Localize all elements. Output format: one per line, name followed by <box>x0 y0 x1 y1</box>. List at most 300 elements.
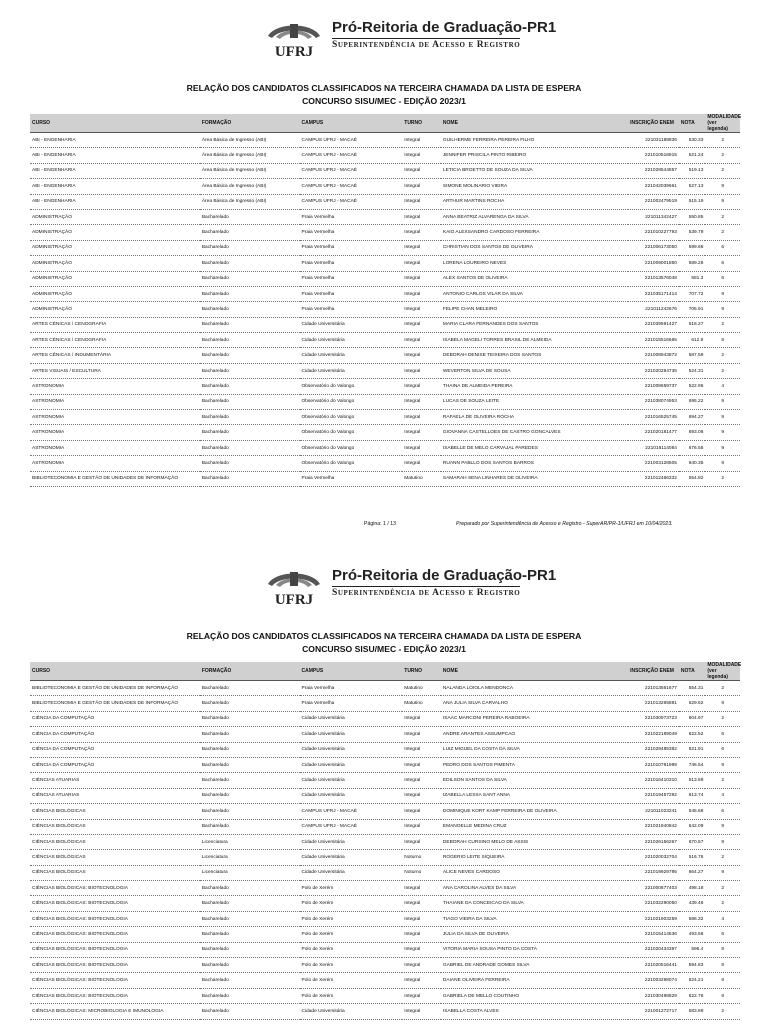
cell-curso: ABI - ENGENHARIA <box>30 179 200 194</box>
cell-turno: Integral <box>402 209 441 224</box>
cell-campus: Praia Vermelha <box>300 209 403 224</box>
cell-nome: ISABELLA COSTA ALVES <box>441 1004 628 1019</box>
cell-formacao: Bacharelado <box>200 348 300 363</box>
cell-formacao: Bacharelado <box>200 379 300 394</box>
cell-campus: Cidade Universitária <box>300 348 403 363</box>
cell-curso: CIÊNCIA DA COMPUTAÇÃO <box>30 711 200 726</box>
cell-turno: Integral <box>402 240 441 255</box>
cell-formacao: Bacharelado <box>200 681 300 696</box>
table-row <box>30 865 740 880</box>
table-row <box>30 333 740 348</box>
cell-nota: 642.09 <box>679 819 705 834</box>
logo-subtitle: Superintendência de Acesso e Registro <box>332 588 521 598</box>
cell-nome: MARIA CLARA FERNANDES DOS SANTOS <box>441 317 628 332</box>
cell-nome: GABRIEL DE ANDRADE GOMES SILVA <box>441 958 628 973</box>
cell-curso: ADMINISTRAÇÃO <box>30 240 200 255</box>
cell-formacao: Bacharelado <box>200 742 300 757</box>
cell-nota: 664.27 <box>679 865 705 880</box>
cell-modalidade: 6 <box>705 742 740 757</box>
cell-modalidade: 9 <box>705 757 740 772</box>
cell-inscricao: 221003298074 <box>628 973 679 988</box>
cell-formacao: Bacharelado <box>200 788 300 803</box>
cell-modalidade: 9 <box>705 286 740 301</box>
cell-campus: CAMPUS UFRJ - MACAÉ <box>300 194 403 209</box>
cell-inscricao: 221015414636 <box>628 927 679 942</box>
cell-nota: 515.19 <box>679 194 705 209</box>
table-row <box>30 133 740 148</box>
cell-turno: Integral <box>402 302 441 317</box>
cell-nota: 604.67 <box>679 711 705 726</box>
cell-formacao: Bacharelado <box>200 727 300 742</box>
cell-curso: ABI - ENGENHARIA <box>30 133 200 148</box>
cell-nota: 705.91 <box>679 302 705 317</box>
cell-campus: Cidade Universitária <box>300 773 403 788</box>
cell-inscricao: 221009001860 <box>628 256 679 271</box>
cell-curso: CIÊNCIAS BIOLÓGICAS: BIOTECNOLOGIA <box>30 927 200 942</box>
cell-inscricao: 221008659737 <box>628 379 679 394</box>
cell-nome: ANDRE ARANTES ASSUMPCAO <box>441 727 628 742</box>
cell-modalidade: 9 <box>705 696 740 711</box>
cell-campus: Praia Vermelha <box>300 271 403 286</box>
cell-inscricao: 221011342427 <box>628 209 679 224</box>
cell-nota: 524.31 <box>679 363 705 378</box>
table-row <box>30 742 740 757</box>
table-row <box>30 271 740 286</box>
cell-formacao: Área Básica de Ingresso (ABI) <box>200 194 300 209</box>
cell-campus: Praia Vermelha <box>300 696 403 711</box>
cell-curso: BIBLIOTECONOMIA E GESTÃO DE UNIDADES DE INFORMAÇÃO <box>30 696 200 711</box>
cell-campus: Observatório do Valongo <box>300 410 403 425</box>
cell-curso: CIÊNCIAS BIOLÓGICAS: BIOTECNOLOGIA <box>30 896 200 911</box>
cell-modalidade: 8 <box>705 333 740 348</box>
cell-modalidade: 6 <box>705 271 740 286</box>
cell-nota: 554.82 <box>679 471 705 486</box>
table-body <box>30 133 740 487</box>
cell-nota: 516.76 <box>679 850 705 865</box>
cell-turno: Integral <box>402 757 441 772</box>
table-row <box>30 819 740 834</box>
cell-modalidade: 2 <box>705 773 740 788</box>
candidates-table <box>30 662 740 1020</box>
logo-title: Pró-Reitoria de Graduação-PR1 <box>332 19 557 36</box>
cell-curso: CIÊNCIAS ATUARIAS <box>30 788 200 803</box>
cell-nota: 622.52 <box>679 727 705 742</box>
ufrj-pr1-logo <box>262 564 732 608</box>
cell-formacao: Bacharelado <box>200 958 300 973</box>
cell-nome: ISAAC MARCONI PEREIRA RABOEIRA <box>441 711 628 726</box>
cell-turno: Matutino <box>402 696 441 711</box>
cell-nome: DEBORAH CURSINO MELO DE ASSIS <box>441 834 628 849</box>
cell-inscricao: 221006173050 <box>628 240 679 255</box>
cell-nota: 622.78 <box>679 988 705 1003</box>
cell-turno: Integral <box>402 148 441 163</box>
cell-inscricao: 221010781989 <box>628 757 679 772</box>
cell-nome: GABRIELA DE MELLO COUTINHO <box>441 988 628 1003</box>
table-row <box>30 927 740 942</box>
cell-nota: 613.74 <box>679 788 705 803</box>
cell-inscricao: 221018114084 <box>628 440 679 455</box>
table-header-row <box>30 662 740 681</box>
cell-nota: 694.27 <box>679 410 705 425</box>
cell-nome: KAIO ALEXSANDRO CARDOSO FERREIRA <box>441 225 628 240</box>
cell-inscricao: 221010516815 <box>628 148 679 163</box>
cell-nome: SAMARAH SENA LINHARES DE OLIVEIRA <box>441 471 628 486</box>
table-row <box>30 757 740 772</box>
cell-turno: Integral <box>402 333 441 348</box>
cell-campus: Polo de Xerém <box>300 927 403 942</box>
cell-formacao: Bacharelado <box>200 711 300 726</box>
document-subtitle: CONCURSO SISU/MEC - EDIÇÃO 2023/1 <box>302 644 466 654</box>
cell-campus: Observatório do Valongo <box>300 394 403 409</box>
cell-formacao: Área Básica de Ingresso (ABI) <box>200 148 300 163</box>
cell-nota: 612.9 <box>679 333 705 348</box>
cell-campus: Cidade Universitária <box>300 757 403 772</box>
ufrj-emblem-icon <box>262 564 326 608</box>
cell-nome: THAIANE DA CONCEICAO DA SILVA <box>441 896 628 911</box>
cell-campus: Polo de Xerém <box>300 942 403 957</box>
cell-inscricao: 221020434397 <box>628 942 679 957</box>
cell-formacao: Bacharelado <box>200 440 300 455</box>
cell-turno: Integral <box>402 317 441 332</box>
cell-curso: CIÊNCIAS ATUARIAS <box>30 773 200 788</box>
cell-curso: ASTRONOMIA <box>30 425 200 440</box>
cell-formacao: Bacharelado <box>200 819 300 834</box>
cell-nome: GIOVANNA CASTELLOES DE CASTRO GONCALVES <box>441 425 628 440</box>
document-subtitle: CONCURSO SISU/MEC - EDIÇÃO 2023/1 <box>302 96 466 106</box>
cell-inscricao: 221021903259 <box>628 911 679 926</box>
cell-inscricao: 221016525745 <box>628 410 679 425</box>
cell-nome: JENNIFER PRISCILA PINTO RIBEIRO <box>441 148 628 163</box>
cell-inscricao: 221019929795 <box>628 865 679 880</box>
cell-modalidade: 2 <box>705 471 740 486</box>
cell-turno: Integral <box>402 440 441 455</box>
cell-inscricao: 221016410310 <box>628 773 679 788</box>
table-row <box>30 286 740 301</box>
table-row <box>30 850 740 865</box>
cell-nota: 670.57 <box>679 834 705 849</box>
cell-curso: CIÊNCIAS BIOLÓGICAS: BIOTECNOLOGIA <box>30 942 200 957</box>
cell-inscricao: 221003128505 <box>628 456 679 471</box>
table-row <box>30 440 740 455</box>
cell-turno: Integral <box>402 911 441 926</box>
table-row <box>30 911 740 926</box>
cell-modalidade: 2 <box>705 363 740 378</box>
cell-nota: 586.32 <box>679 911 705 926</box>
cell-modalidade: 6 <box>705 256 740 271</box>
cell-inscricao: 221020284735 <box>628 363 679 378</box>
cell-nome: ANA JULIA SILVA CARVALHO <box>441 696 628 711</box>
cell-campus: Polo de Xerém <box>300 973 403 988</box>
table-row <box>30 881 740 896</box>
cell-turno: Integral <box>402 410 441 425</box>
candidates-table <box>30 114 740 487</box>
table-row <box>30 788 740 803</box>
cell-nome: CHRISTIAN DOS SANTOS DE OLIVEIRA <box>441 240 628 255</box>
cell-modalidade: 6 <box>705 927 740 942</box>
cell-nome: SIMONE MOLINARIO VIEIRA <box>441 179 628 194</box>
cell-formacao: Bacharelado <box>200 240 300 255</box>
column-header-nome: NOME <box>441 662 628 681</box>
cell-nome: LUCAS DE SOUZA LEITE <box>441 394 628 409</box>
cell-turno: Integral <box>402 819 441 834</box>
cell-nota: 550.85 <box>679 209 705 224</box>
cell-nome: LETICIA BROETTO DE SOUZA DA SILVA <box>441 163 628 178</box>
table-row <box>30 896 740 911</box>
column-header-formacao: FORMAÇÃO <box>200 114 300 133</box>
cell-nota: 539.79 <box>679 225 705 240</box>
column-header-campus: CAMPUS <box>300 662 403 681</box>
cell-turno: Integral <box>402 163 441 178</box>
cell-campus: Cidade Universitária <box>300 333 403 348</box>
cell-curso: BIBLIOTECONOMIA E GESTÃO DE UNIDADES DE INFORMAÇÃO <box>30 681 200 696</box>
cell-nome: ROGERIO LEITE SIQUEIRA <box>441 850 628 865</box>
cell-inscricao: 221013576048 <box>628 271 679 286</box>
table-row <box>30 240 740 255</box>
cell-nome: ARTHUR MARTINS ROCHA <box>441 194 628 209</box>
cell-modalidade: 2 <box>705 225 740 240</box>
cell-curso: CIÊNCIAS BIOLÓGICAS: MICROBIOLOGIA E IMUNOLOGIA <box>30 1004 200 1019</box>
cell-nota: 518.27 <box>679 317 705 332</box>
cell-inscricao: 221020516441 <box>628 958 679 973</box>
cell-campus: Polo de Xerém <box>300 988 403 1003</box>
cell-formacao: Bacharelado <box>200 256 300 271</box>
cell-campus: Cidade Universitária <box>300 317 403 332</box>
cell-formacao: Bacharelado <box>200 286 300 301</box>
cell-nota: 521.24 <box>679 148 705 163</box>
cell-nota: 581.3 <box>679 271 705 286</box>
table-row <box>30 410 740 425</box>
cell-nome: IZABELLA LESSA SANT ANNA <box>441 788 628 803</box>
column-header-inscricao: INSCRIÇÃO ENEM <box>628 662 679 681</box>
cell-nota: 519.13 <box>679 163 705 178</box>
cell-campus: Praia Vermelha <box>300 286 403 301</box>
cell-turno: Integral <box>402 804 441 819</box>
cell-formacao: Bacharelado <box>200 757 300 772</box>
cell-campus: Praia Vermelha <box>300 240 403 255</box>
cell-curso: ADMINISTRAÇÃO <box>30 256 200 271</box>
cell-inscricao: 221020181477 <box>628 425 679 440</box>
cell-campus: Cidade Universitária <box>300 1004 403 1019</box>
cell-formacao: Bacharelado <box>200 973 300 988</box>
cell-formacao: Bacharelado <box>200 317 300 332</box>
cell-turno: Integral <box>402 363 441 378</box>
cell-turno: Integral <box>402 834 441 849</box>
cell-modalidade: 8 <box>705 942 740 957</box>
cell-modalidade: 2 <box>705 1004 740 1019</box>
cell-turno: Integral <box>402 973 441 988</box>
column-header-formacao: FORMAÇÃO <box>200 662 300 681</box>
cell-formacao: Bacharelado <box>200 1004 300 1019</box>
cell-turno: Integral <box>402 456 441 471</box>
cell-turno: Integral <box>402 742 441 757</box>
cell-nome: JULIA DA SILVA DE OLIVEIRA <box>441 927 628 942</box>
cell-campus: Praia Vermelha <box>300 302 403 317</box>
cell-turno: Integral <box>402 425 441 440</box>
cell-turno: Integral <box>402 896 441 911</box>
table-row <box>30 148 740 163</box>
table-row <box>30 804 740 819</box>
cell-curso: ASTRONOMIA <box>30 456 200 471</box>
logo-title: Pró-Reitoria de Graduação-PR1 <box>332 567 557 584</box>
cell-inscricao: 221032290050 <box>628 896 679 911</box>
cell-nome: EDILSON SANTOS DA SILVA <box>441 773 628 788</box>
cell-nome: LORENA LOUREIRO NEVES <box>441 256 628 271</box>
column-header-inscricao: INSCRIÇÃO ENEM <box>628 114 679 133</box>
cell-modalidade: 9 <box>705 194 740 209</box>
cell-turno: Integral <box>402 256 441 271</box>
cell-nota: 599.68 <box>679 240 705 255</box>
cell-nome: RUANN PABLLO DOS SANTOS BARROS <box>441 456 628 471</box>
column-header-nota: NOTA <box>679 114 705 133</box>
cell-campus: CAMPUS UFRJ - MACAÉ <box>300 819 403 834</box>
cell-nome: ISABELA MAGELI TORRES BRASIL DE ALMEIDA <box>441 333 628 348</box>
cell-modalidade: 4 <box>705 379 740 394</box>
cell-modalidade: 9 <box>705 834 740 849</box>
cell-campus: Praia Vermelha <box>300 256 403 271</box>
table-row <box>30 194 740 209</box>
cell-modalidade: 4 <box>705 788 740 803</box>
cell-formacao: Bacharelado <box>200 927 300 942</box>
cell-nota: 629.62 <box>679 696 705 711</box>
cell-nota: 527.13 <box>679 179 705 194</box>
cell-inscricao: 221022189049 <box>628 727 679 742</box>
cell-inscricao: 221030973723 <box>628 711 679 726</box>
cell-formacao: Bacharelado <box>200 696 300 711</box>
cell-curso: CIÊNCIAS BIOLÓGICAS: BIOTECNOLOGIA <box>30 881 200 896</box>
ufrj-emblem-icon <box>262 16 326 60</box>
cell-campus: Cidade Universitária <box>300 865 403 880</box>
cell-turno: Integral <box>402 942 441 957</box>
cell-turno: Integral <box>402 958 441 973</box>
cell-modalidade: 6 <box>705 727 740 742</box>
cell-nome: TIAGO VIEIRA DA SILVA <box>441 911 628 926</box>
cell-curso: ABI - ENGENHARIA <box>30 163 200 178</box>
cell-curso: CIÊNCIA DA COMPUTAÇÃO <box>30 727 200 742</box>
column-header-nome: NOME <box>441 114 628 133</box>
cell-turno: Integral <box>402 133 441 148</box>
table-body <box>30 681 740 1020</box>
table-header-row <box>30 114 740 133</box>
cell-nome: ANA CAROLINA ALVES DA SILVA <box>441 881 628 896</box>
cell-formacao: Bacharelado <box>200 804 300 819</box>
cell-inscricao: 221013265881 <box>628 696 679 711</box>
cell-curso: CIÊNCIAS BIOLÓGICAS: BIOTECNOLOGIA <box>30 911 200 926</box>
cell-nome: ALICE NEVES CARDOSO <box>441 865 628 880</box>
cell-formacao: Bacharelado <box>200 456 300 471</box>
cell-curso: ASTRONOMIA <box>30 379 200 394</box>
table-row <box>30 456 740 471</box>
cell-formacao: Bacharelado <box>200 881 300 896</box>
cell-nome: DAIANE OLIVEIRA FERREIRA <box>441 973 628 988</box>
cell-nome: ANTONIO CARLOS VILAR DA SILVA <box>441 286 628 301</box>
cell-modalidade: 2 <box>705 209 740 224</box>
cell-inscricao: 221035171414 <box>628 286 679 301</box>
cell-nota: 498.18 <box>679 881 705 896</box>
cell-turno: Matutino <box>402 471 441 486</box>
cell-modalidade: 9 <box>705 425 740 440</box>
table-row <box>30 988 740 1003</box>
cell-nome: DEBORAH DENISE TEIXEIRA DOS SANTOS <box>441 348 628 363</box>
cell-campus: Praia Vermelha <box>300 225 403 240</box>
cell-campus: CAMPUS UFRJ - MACAÉ <box>300 804 403 819</box>
cell-modalidade: 9 <box>705 394 740 409</box>
cell-nota: 583.89 <box>679 1004 705 1019</box>
svg-text:UFRJ: UFRJ <box>274 592 314 608</box>
cell-curso: CIÊNCIA DA COMPUTAÇÃO <box>30 742 200 757</box>
cell-curso: ARTES CÊNICAS / CENOGRAFIA <box>30 317 200 332</box>
cell-modalidade: 2 <box>705 348 740 363</box>
table-row <box>30 256 740 271</box>
cell-campus: Observatório do Valongo <box>300 456 403 471</box>
cell-nome: PEDRO DOS SANTOS PIMENTA <box>441 757 628 772</box>
cell-nota: 530.33 <box>679 133 705 148</box>
cell-nome: THAINA DE ALMEIDA PEREIRA <box>441 379 628 394</box>
cell-formacao: Bacharelado <box>200 942 300 957</box>
cell-turno: Integral <box>402 727 441 742</box>
cell-modalidade: 2 <box>705 148 740 163</box>
cell-curso: ARTES CÊNICAS / INDUMENTÁRIA <box>30 348 200 363</box>
cell-nome: FELIPE CHAN MELEIRO <box>441 302 628 317</box>
cell-inscricao: 221039591427 <box>628 317 679 332</box>
ufrj-pr1-logo <box>262 16 732 60</box>
table-row <box>30 1004 740 1019</box>
cell-campus: Cidade Universitária <box>300 834 403 849</box>
table-row <box>30 302 740 317</box>
cell-inscricao: 221013561677 <box>628 681 679 696</box>
cell-formacao: Licenciatura <box>200 850 300 865</box>
cell-modalidade: 6 <box>705 804 740 819</box>
table-row <box>30 681 740 696</box>
table-row <box>30 379 740 394</box>
cell-modalidade: 2 <box>705 850 740 865</box>
cell-inscricao: 221029485382 <box>628 742 679 757</box>
cell-modalidade: 9 <box>705 440 740 455</box>
cell-campus: Polo de Xerém <box>300 881 403 896</box>
cell-formacao: Licenciatura <box>200 834 300 849</box>
cell-formacao: Área Básica de Ingresso (ABI) <box>200 133 300 148</box>
table-row <box>30 471 740 486</box>
cell-turno: Integral <box>402 286 441 301</box>
cell-nota: 545.68 <box>679 804 705 819</box>
cell-turno: Integral <box>402 711 441 726</box>
cell-inscricao: 221012466332 <box>628 471 679 486</box>
cell-turno: Integral <box>402 394 441 409</box>
table-row <box>30 834 740 849</box>
cell-formacao: Bacharelado <box>200 988 300 1003</box>
cell-curso: ARTES CÊNICAS / CENOGRAFIA <box>30 333 200 348</box>
cell-campus: Observatório do Valongo <box>300 425 403 440</box>
cell-modalidade: 2 <box>705 317 740 332</box>
cell-inscricao: 221020032704 <box>628 850 679 865</box>
cell-campus: Observatório do Valongo <box>300 440 403 455</box>
cell-campus: Cidade Universitária <box>300 711 403 726</box>
cell-formacao: Bacharelado <box>200 896 300 911</box>
cell-curso: ABI - ENGENHARIA <box>30 194 200 209</box>
cell-inscricao: 221028544857 <box>628 163 679 178</box>
cell-formacao: Área Básica de Ingresso (ABI) <box>200 179 300 194</box>
cell-nota: 439.46 <box>679 896 705 911</box>
cell-turno: Integral <box>402 194 441 209</box>
cell-turno: Noturno <box>402 865 441 880</box>
cell-inscricao: 221038074953 <box>628 394 679 409</box>
cell-campus: Cidade Universitária <box>300 850 403 865</box>
cell-formacao: Bacharelado <box>200 363 300 378</box>
cell-curso: ADMINISTRAÇÃO <box>30 225 200 240</box>
cell-nome: LUIZ MIGUEL DA COSTA DA SILVA <box>441 742 628 757</box>
cell-nota: 554.31 <box>679 681 705 696</box>
cell-curso: CIÊNCIAS BIOLÓGICAS <box>30 804 200 819</box>
table-row <box>30 942 740 957</box>
